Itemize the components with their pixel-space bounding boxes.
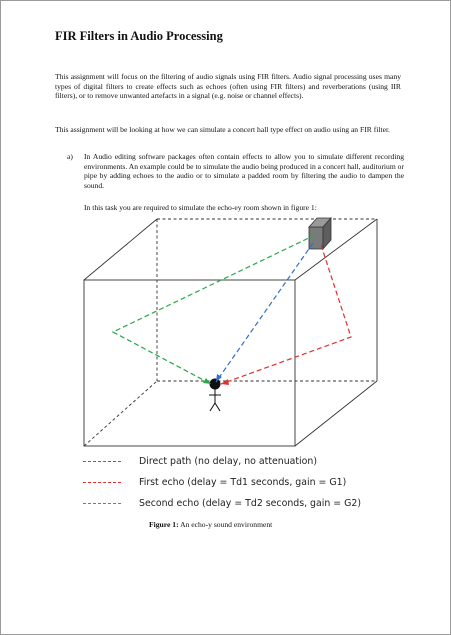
caption-text: An echo-y sound environment (180, 520, 273, 529)
legend-swatch-red (83, 482, 121, 483)
legend-label: Second echo (delay = Td2 seconds, gain = G2) (139, 498, 361, 509)
legend-swatch-blue (83, 461, 121, 462)
direct-path (216, 243, 313, 382)
list-item-text: In Audio editing software packages often contain effects to allow you to simulate different recording environments. An example could be to simulate the audio being produced in a concert hall, auditorium or pipe by adding echoes to the audio or to simulate a padded room by filtering the audio to dampen the sound. (84, 152, 404, 191)
first-echo-path (221, 245, 351, 385)
purpose-paragraph: This assignment will be looking at how we can simulate a concert hall type effect on audio using an FIR filter. (55, 125, 390, 134)
legend-label: First echo (delay = Td1 seconds, gain = G1) (139, 477, 347, 488)
legend-item-direct (83, 456, 317, 467)
room-box (84, 219, 377, 446)
bottom-right-edge (295, 381, 377, 446)
document-title: FIR Filters in Audio Processing (55, 29, 223, 43)
top-right-edge (295, 219, 377, 280)
task-instruction: In this task you are required to simulate the echo-ey room shown in figure 1: (84, 203, 317, 212)
legend-label: Direct path (no delay, no attenuation) (139, 456, 318, 467)
bottom-left-edge (84, 381, 157, 446)
figure-caption (149, 520, 272, 529)
legend-item-second-echo (83, 498, 361, 509)
list-item-label: a) (67, 152, 73, 161)
top-left-edge (84, 219, 157, 280)
intro-paragraph: This assignment will focus on the filtering of audio signals using FIR filters. Audio signal processing uses many types of digital filters to create effects such as echoes (often using FIR filters) and reverberations (using IIR filters), or to remove unwanted artefacts in a signal (e.g. noise or channel effects). (55, 72, 401, 101)
echo-room-figure (1, 1, 450, 634)
second-echo-path (113, 235, 315, 384)
front-face (84, 280, 295, 446)
legend-swatch-green (83, 503, 121, 504)
caption-label: Figure 1: (149, 520, 179, 529)
legend-item-first-echo (83, 477, 346, 488)
